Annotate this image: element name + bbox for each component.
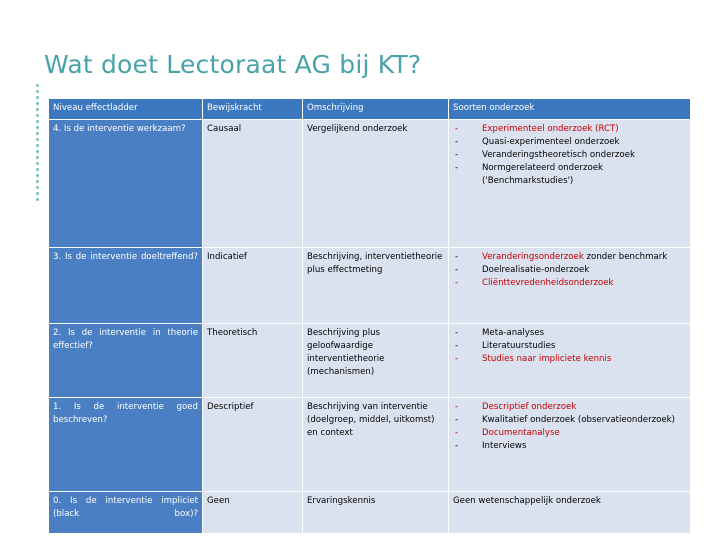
table-row: [49, 248, 691, 324]
soorten-cell: Geen wetenschappelijk onderzoek: [449, 492, 691, 534]
niveau-cell: 0. Is de interventie impliciet (black box)?: [49, 492, 203, 534]
decorative-dots: [36, 84, 40, 204]
table-row: [49, 120, 691, 248]
list-item: - Documentanalyse: [453, 427, 686, 440]
table-row: [49, 398, 691, 492]
omschrijving-cell: Beschrijving plus geloofwaardige interventietheorie (mechanismen): [303, 324, 449, 398]
header-soorten: Soorten onderzoek: [449, 99, 691, 120]
niveau-cell: 2. Is de interventie in theorie effectief?: [49, 324, 203, 398]
omschrijving-cell: Ervaringskennis: [303, 492, 449, 534]
list-item: - Normgerelateerd onderzoek ('Benchmarkstudies'): [453, 162, 686, 188]
list-item: - Descriptief onderzoek: [453, 401, 686, 414]
header-omschrijving: Omschrijving: [303, 99, 449, 120]
table-header-row: [49, 99, 691, 120]
omschrijving-cell: Vergelijkend onderzoek: [303, 120, 449, 248]
niveau-cell: 1. Is de interventie goed beschreven?: [49, 398, 203, 492]
list-item-rest: zonder benchmark: [583, 252, 668, 262]
list-item: - Experimenteel onderzoek (RCT): [453, 123, 686, 136]
table-row: [49, 492, 691, 534]
list-item-highlight: Veranderingsonderzoek: [482, 252, 584, 262]
niveau-cell: 4. Is de interventie werkzaam?: [49, 120, 203, 248]
bewijskracht-cell: Causaal: [203, 120, 303, 248]
list-item: [453, 251, 686, 264]
list-item: - Cliënttevredenheidsonderzoek: [453, 277, 686, 290]
omschrijving-cell: Beschrijving van interventie (doelgroep, middel, uitkomst) en context: [303, 398, 449, 492]
bewijskracht-cell: Theoretisch: [203, 324, 303, 398]
bewijskracht-cell: Descriptief: [203, 398, 303, 492]
header-bewijskracht: Bewijskracht: [203, 99, 303, 120]
page-title: Wat doet Lectoraat AG bij KT?: [44, 50, 422, 79]
header-niveau: Niveau effectladder: [49, 99, 203, 120]
soorten-cell: [449, 324, 691, 398]
list-item: - Quasi-experimenteel onderzoek: [453, 136, 686, 149]
list-item: - Meta-analyses: [453, 327, 686, 340]
niveau-cell: 3. Is de interventie doeltreffend?: [49, 248, 203, 324]
soorten-cell: [449, 398, 691, 492]
list-item: - Kwalitatief onderzoek (observatieonderzoek): [453, 414, 686, 427]
soorten-cell: [449, 120, 691, 248]
bewijskracht-cell: Geen: [203, 492, 303, 534]
list-item: - Literatuurstudies: [453, 340, 686, 353]
bewijskracht-cell: Indicatief: [203, 248, 303, 324]
list-item: - Doelrealisatie-onderzoek: [453, 264, 686, 277]
list-item: - Studies naar impliciete kennis: [453, 353, 686, 366]
list-item: - Interviews: [453, 440, 686, 453]
effectladder-table: [48, 98, 691, 534]
omschrijving-cell: Beschrijving, interventietheorie plus effectmeting: [303, 248, 449, 324]
list-item: - Veranderingstheoretisch onderzoek: [453, 149, 686, 162]
table-row: [49, 324, 691, 398]
soorten-cell: [449, 248, 691, 324]
